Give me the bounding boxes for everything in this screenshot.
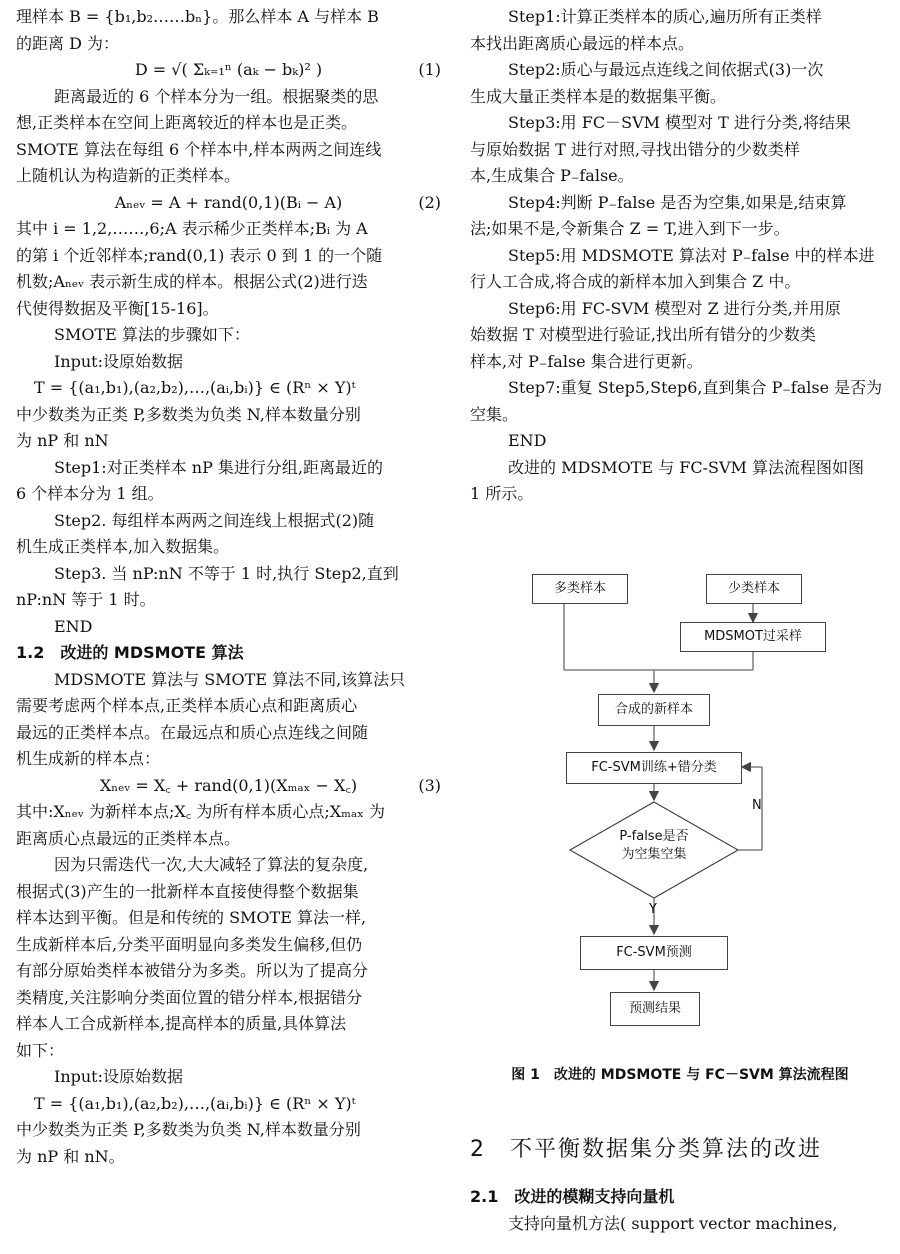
text-line: 根据式(3)产生的一批新样本直接使得整个数据集 [16, 881, 359, 901]
text-line: 为 nP 和 nN [16, 431, 109, 450]
text-line: Step3:用 FC－SVM 模型对 T 进行分类,将结果 [508, 113, 852, 132]
text-line: 本,生成集合 P₋false。 [470, 166, 634, 185]
text-line: 支持向量机方法( support vector machines, [508, 1213, 838, 1233]
text-line: 其中:Xₙₑᵥ 为新样本点;X꜀ 为所有样本质心点;Xₘₐₓ 为 [16, 802, 385, 821]
box-synthesized-samples: 合成的新样本 [598, 694, 710, 726]
equation-T: T = {(a₁,b₁),(a₂,b₂),…,(aᵢ,bᵢ)} ∈ (Rⁿ × Y)ᵗ [34, 378, 356, 397]
text-line: 的第 i 个近邻样本;rand(0,1) 表示 0 到 1 的一个随 [16, 245, 383, 265]
text-line: 改进的 MDSMOTE 与 FC-SVM 算法流程图如图 [508, 457, 865, 477]
text-line: MDSMOTE 算法与 SMOTE 算法不同,该算法只 [54, 669, 406, 689]
equation-number: (2) [418, 192, 441, 212]
label-n: N [752, 798, 762, 813]
decision-label: P-false是否 为空集空集 [619, 829, 689, 862]
text-line: nP:nN 等于 1 时。 [16, 590, 156, 609]
equation-number: (1) [418, 60, 441, 79]
text-line: 样本人工合成新样本,提高样本的质量,具体算法 [16, 1014, 347, 1033]
text-line: 生成新样本后,分类平面明显向多类发生偏移,但仍 [16, 934, 363, 954]
text-line: 因为只需迭代一次,大大减轻了算法的复杂度, [54, 855, 369, 874]
text-line: 中少数类为正类 P,多数类为负类 N,样本数量分别 [16, 1120, 361, 1139]
text-line: 机数;Aₙₑᵥ 表示新生成的样本。根据公式(2)进行迭 [16, 272, 368, 291]
text-line: Input:设原始数据 [54, 1067, 183, 1086]
text-line: Input:设原始数据 [54, 351, 183, 371]
text-line: 上随机认为构造新的正类样本。 [16, 166, 241, 185]
section-heading-2-1: 2.1 改进的模糊支持向量机 [470, 1187, 675, 1206]
text-line: Step7:重复 Step5,Step6,直到集合 P₋false 是否为 [508, 378, 883, 397]
text-line: 距离最近的 6 个样本分为一组。根据聚类的思 [54, 86, 379, 106]
text-line: 本找出距离质心最远的样本点。 [470, 33, 695, 53]
flowchart-figure [470, 560, 890, 1060]
text-line: 法;如果不是,令新集合 Z = T,进入到下一步。 [470, 219, 790, 238]
text-line: Step4:判断 P₋false 是否为空集,如果是,结束算 [508, 192, 847, 212]
text-line: 想,正类样本在空间上距离较近的样本也是正类。 [16, 113, 358, 132]
text-line: Step6:用 FC-SVM 模型对 Z 进行分类,并用原 [508, 298, 841, 318]
text-line: 需要考虑两个样本点,正类样本质心点和距离质心 [16, 696, 358, 715]
equation-number: (3) [418, 775, 441, 795]
text-line: Step1:对正类样本 nP 集进行分组,距离最近的 [54, 457, 384, 477]
text-line: 样本达到平衡。但是和传统的 SMOTE 算法一样, [16, 908, 367, 927]
box-fcsvm-training: FC-SVM训练+错分类 [566, 752, 742, 784]
text-line: 行人工合成,将合成的新样本加入到集合 Z 中。 [470, 272, 801, 291]
text-line: SMOTE 算法在每组 6 个样本中,样本两两之间连线 [16, 139, 382, 159]
text-line: 代使得数据及平衡[15-16]。 [16, 298, 219, 318]
section-heading-1-2: 1.2 改进的 MDSMOTE 算法 [16, 643, 244, 662]
text-line: 的距离 D 为： [16, 33, 120, 53]
text-line: 6 个样本分为 1 组。 [16, 484, 164, 503]
text-line: 机生成正类样本,加入数据集。 [16, 537, 230, 556]
box-majority-samples: 多类样本 [532, 574, 628, 604]
equation-3: Xₙₑᵥ = X꜀ + rand(0,1)(Xₘₐₓ − X꜀) (3) [16, 773, 441, 800]
box-mdsmot-oversampling: MDSMOT过采样 [680, 622, 826, 652]
box-fcsvm-predict: FC-SVM预测 [580, 936, 728, 970]
right-column [470, 4, 890, 508]
text-line: Step1:计算正类样本的质心,遍历所有正类样 [508, 7, 822, 26]
text-line: 最远的正类样本点。在最远点和质心点连线之间随 [16, 722, 369, 742]
text-line: 生成大量正类样本是的数据集平衡。 [470, 86, 727, 106]
box-minority-samples: 少类样本 [706, 574, 802, 604]
text-line: SMOTE 算法的步骤如下： [54, 325, 250, 344]
text-line: Step3. 当 nP:nN 不等于 1 时,执行 Step2,直到 [54, 563, 399, 583]
text-line: 1 所示。 [470, 484, 534, 503]
text-line: 空集。 [470, 404, 519, 424]
text-line: END [508, 431, 547, 450]
text-line: 理样本 B = {b₁,b₂……bₙ}。那么样本 A 与样本 B [16, 7, 379, 26]
text-line: 其中 i = 1,2,……,6;A 表示稀少正类样本;Bᵢ 为 A [16, 219, 368, 238]
right-column-bottom [470, 1064, 890, 1237]
text-line: 为 nP 和 nN。 [16, 1146, 125, 1166]
section-heading-2: 2 不平衡数据集分类算法的改进 [470, 1137, 822, 1162]
text-line: 与原始数据 T 进行对照,寻找出错分的少数类样 [470, 139, 800, 159]
text-line: Step2. 每组样本两两之间连线上根据式(2)随 [54, 510, 375, 530]
text-line: Step2:质心与最远点连线之间依据式(3)一次 [508, 60, 824, 79]
text-line: 有部分原始类样本被错分为多类。所以为了提高分 [16, 961, 369, 980]
text-line: Step5:用 MDSMOTE 算法对 P₋false 中的样本进 [508, 245, 875, 265]
equation-T: T = {(a₁,b₁),(a₂,b₂),…,(aᵢ,bᵢ)} ∈ (Rⁿ × Y)ᵗ [34, 1093, 356, 1113]
box-prediction-result: 预测结果 [610, 992, 700, 1026]
figure-caption: 图 1 改进的 MDSMOTE 与 FC－SVM 算法流程图 [511, 1067, 849, 1083]
text-line: 机生成新的样本点： [16, 749, 161, 768]
left-column [16, 4, 441, 1170]
label-y: Y [649, 902, 657, 917]
text-line: 中少数类为正类 P,多数类为负类 N,样本数量分别 [16, 404, 361, 424]
text-line: 如下： [16, 1040, 65, 1060]
equation-1: D = √( Σₖ₌₁ⁿ (aₖ − bₖ)² ) (1) [16, 57, 441, 84]
text-line: END [54, 616, 93, 636]
text-line: 始数据 T 对模型进行验证,找出所有错分的少数类 [470, 325, 816, 344]
equation-2: Aₙₑᵥ = A + rand(0,1)(Bᵢ − A) (2) [16, 190, 441, 217]
text-line: 距离质心点最远的正类样本点。 [16, 828, 241, 848]
text-line: 类精度,关注影响分类面位置的错分样本,根据错分 [16, 987, 363, 1007]
text-line: 样本,对 P₋false 集合进行更新。 [470, 351, 703, 371]
